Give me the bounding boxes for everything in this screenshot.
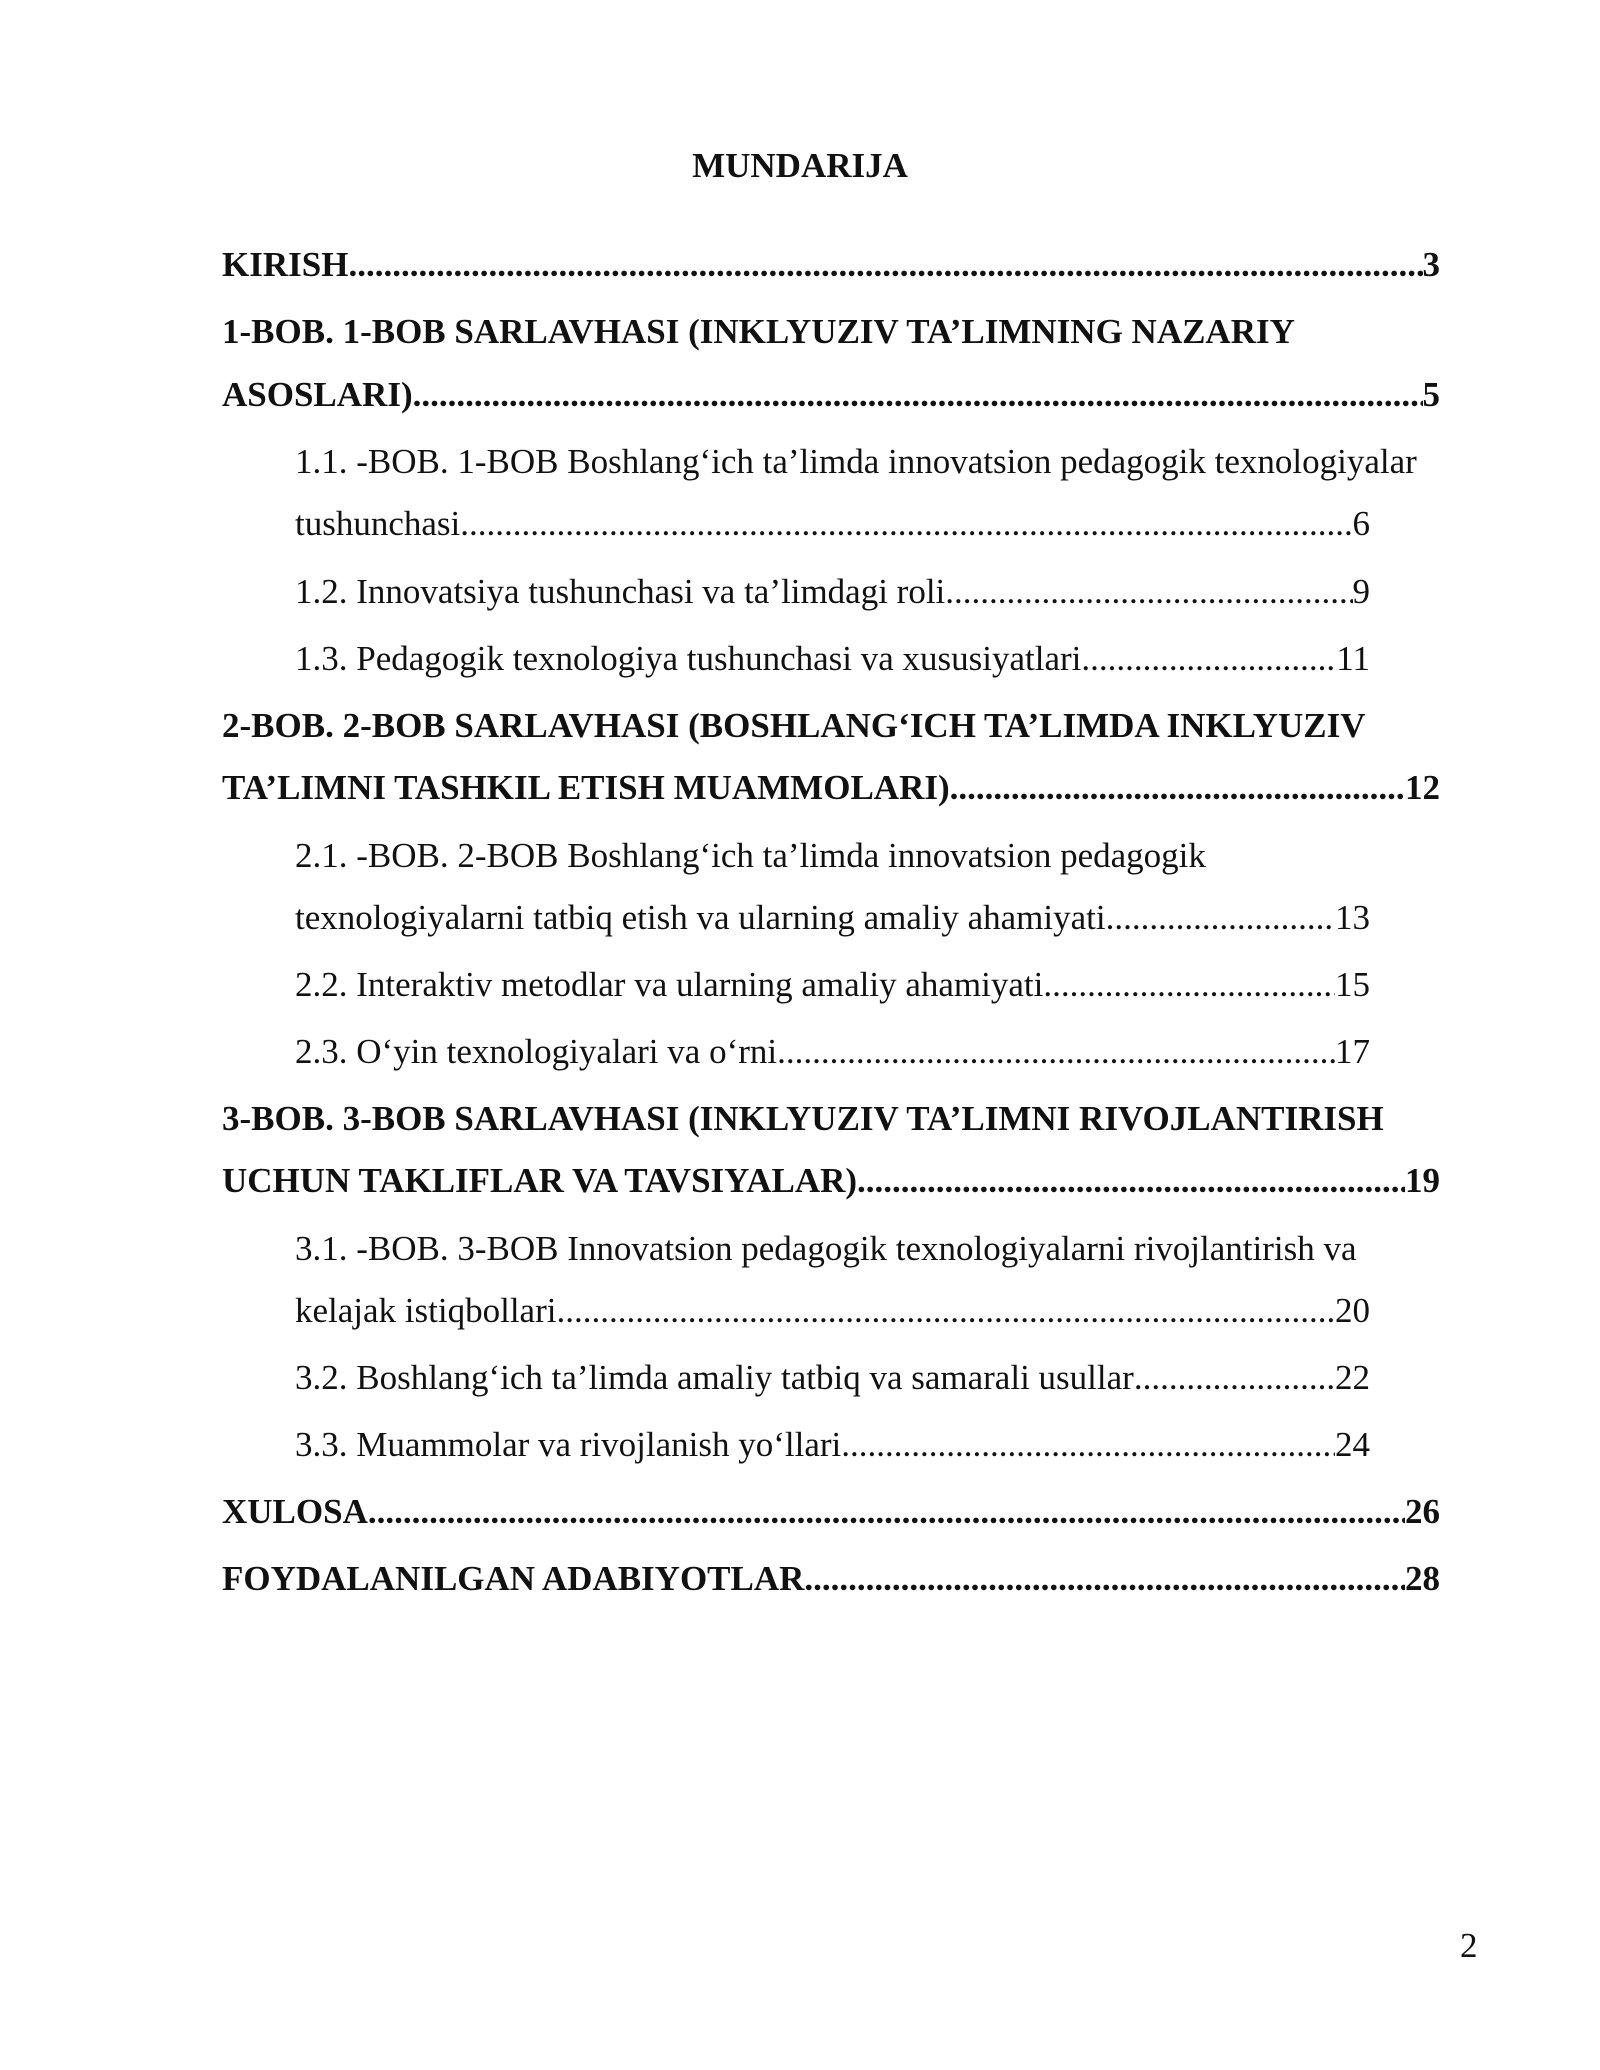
toc-page-number: 11 <box>1336 639 1370 678</box>
toc-entry-chapter-3-title[interactable]: 3-BOB. 3-BOB SARLAVHASI (INKLYUZIV TA’LIMNI RIVOJLANTIRISH <box>222 1099 1384 1138</box>
toc-entry-section-2-3[interactable] <box>295 1031 1370 1073</box>
toc-entry-title: kelajak istiqbollari <box>295 1291 557 1330</box>
dot-leader <box>777 1031 1335 1073</box>
dot-leader <box>1043 964 1335 1006</box>
toc-entry-title: 2.2. Interaktiv metodlar va ularning amaliy ahamiyati <box>295 965 1044 1004</box>
toc-page-number: 13 <box>1335 898 1370 937</box>
toc-entry-title: UCHUN TAKLIFLAR VA TAVSIYALAR) <box>222 1161 858 1200</box>
toc-entry-section-1-2[interactable] <box>295 571 1370 613</box>
toc-entry-chapter-2-title[interactable]: 2-BOB. 2-BOB SARLAVHASI (BOSHLANG‘ICH TA’LIMDA INKLYUZIV <box>222 706 1366 745</box>
toc-page-number: 28 <box>1405 1559 1440 1598</box>
dot-leader <box>857 1160 1405 1202</box>
toc-page-number: 20 <box>1335 1291 1370 1330</box>
page-number: 2 <box>1460 1926 1478 1965</box>
dot-leader <box>950 767 1405 809</box>
dot-leader <box>1134 1357 1335 1399</box>
toc-entry-section-2-1-title[interactable]: 2.1. -BOB. 2-BOB Boshlang‘ich ta’limda innovatsion pedagogik <box>295 836 1206 875</box>
toc-page-number: 24 <box>1335 1425 1370 1464</box>
toc-entry-title: tushunchasi <box>295 504 461 543</box>
dot-leader <box>460 503 1352 545</box>
dot-leader <box>1106 897 1335 939</box>
toc-entry-section-3-1[interactable] <box>295 1290 1370 1332</box>
toc-page-number: 19 <box>1405 1161 1440 1200</box>
toc-entry-title: TA’LIMNI TASHKIL ETISH MUAMMOLARI) <box>222 768 950 807</box>
toc-entry-chapter-1-title[interactable]: 1-BOB. 1-BOB SARLAVHASI (INKLYUZIV TA’LIMNING NAZARIY <box>222 312 1295 351</box>
toc-page-number: 6 <box>1352 504 1370 543</box>
toc-entry-kirish[interactable] <box>222 244 1440 286</box>
toc-entry-section-3-3[interactable] <box>295 1424 1370 1466</box>
toc-entry-title: 2.3. O‘yin texnologiyalari va o‘rni <box>295 1032 778 1071</box>
dot-leader <box>348 244 1422 286</box>
toc-entry-section-1-1-title[interactable]: 1.1. -BOB. 1-BOB Boshlang‘ich ta’limda innovatsion pedagogik texnologiyalar <box>295 442 1417 481</box>
toc-entry-chapter-1[interactable] <box>222 374 1440 416</box>
toc-entry-section-2-1[interactable] <box>295 897 1370 939</box>
toc-page-number: 17 <box>1335 1032 1370 1071</box>
dot-leader <box>368 1491 1405 1533</box>
toc-entry-section-1-1[interactable] <box>295 503 1370 545</box>
dot-leader <box>1081 638 1336 680</box>
toc-entry-chapter-2[interactable] <box>222 767 1440 809</box>
toc-entry-section-3-1-title[interactable]: 3.1. -BOB. 3-BOB Innovatsion pedagogik texnologiyalarni rivojlantirish va <box>295 1229 1357 1268</box>
toc-page-number: 12 <box>1405 768 1440 807</box>
toc-entry-section-1-3[interactable] <box>295 638 1370 680</box>
toc-page-number: 22 <box>1335 1358 1370 1397</box>
toc-entry-title: FOYDALANILGAN ADABIYOTLAR <box>222 1559 805 1598</box>
toc-entry-xulosa[interactable] <box>222 1491 1440 1533</box>
dot-leader <box>804 1558 1405 1600</box>
page-title: MUNDARIJA <box>692 146 908 185</box>
toc-entry-section-3-2[interactable] <box>295 1357 1370 1399</box>
dot-leader <box>413 374 1423 416</box>
toc-entry-title: ASOSLARI) <box>222 375 413 414</box>
toc-page-number: 3 <box>1422 245 1440 284</box>
toc-page-number: 26 <box>1405 1492 1440 1531</box>
toc-page-number: 5 <box>1422 375 1440 414</box>
dot-leader <box>841 1424 1335 1466</box>
toc-entry-title: 3.3. Muammolar va rivojlanish yo‘llari <box>295 1425 842 1464</box>
toc-entry-title: 3.2. Boshlang‘ich ta’limda amaliy tatbiq va samarali usullar <box>295 1358 1134 1397</box>
toc-entry-section-2-2[interactable] <box>295 964 1370 1006</box>
dot-leader <box>945 571 1352 613</box>
dot-leader <box>556 1290 1335 1332</box>
toc-entry-title: 1.2. Innovatsiya tushunchasi va ta’limdagi roli <box>295 572 946 611</box>
toc-page-number: 9 <box>1352 572 1370 611</box>
toc-entry-chapter-3[interactable] <box>222 1160 1440 1202</box>
toc-entry-adabiyotlar[interactable] <box>222 1558 1440 1600</box>
toc-entry-title: KIRISH <box>222 245 349 284</box>
toc-entry-title: XULOSA <box>222 1492 368 1531</box>
toc-entry-title: texnologiyalarni tatbiq etish va ularning amaliy ahamiyati <box>295 898 1106 937</box>
toc-page-number: 15 <box>1335 965 1370 1004</box>
toc-entry-title: 1.3. Pedagogik texnologiya tushunchasi va xususiyatlari <box>295 639 1082 678</box>
